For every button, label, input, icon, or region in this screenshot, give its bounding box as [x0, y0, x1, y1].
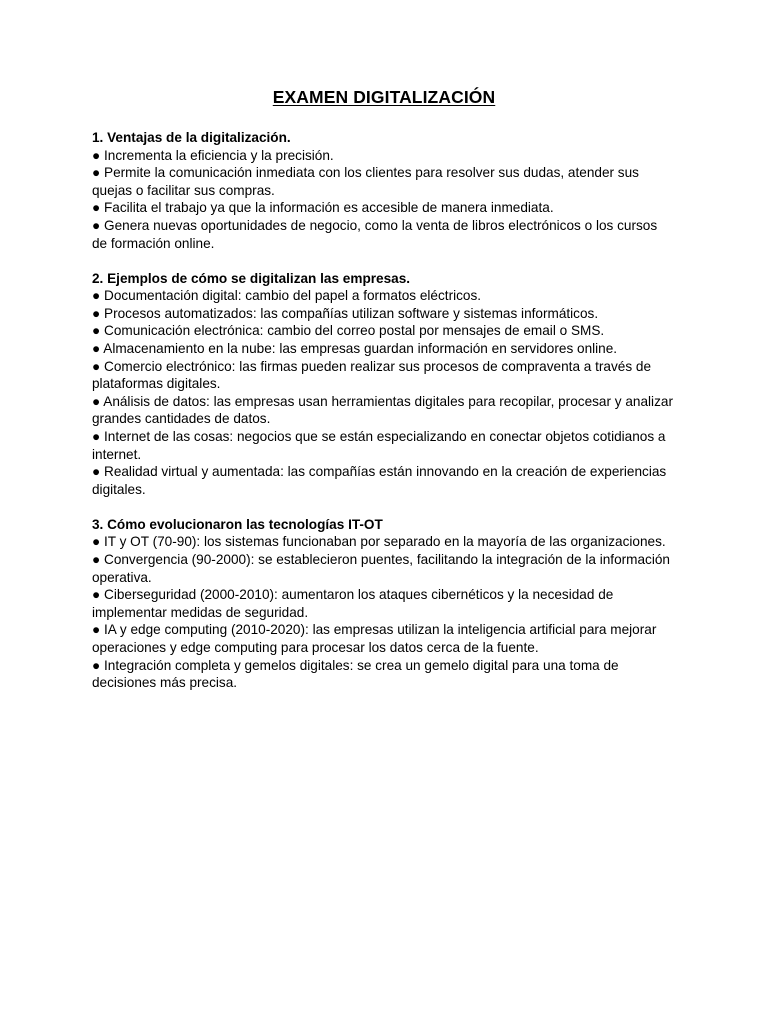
- document-title: EXAMEN DIGITALIZACIÓN: [272, 87, 496, 107]
- bullet-icon: ●: [92, 305, 101, 321]
- list-item-text: Procesos automatizados: las compañías utilizan software y sistemas informáticos.: [104, 305, 599, 321]
- bullet-icon: ●: [92, 429, 101, 444]
- section-heading: 2. Ejemplos de cómo se digitalizan las empresas.: [92, 270, 411, 286]
- bullet-list: [92, 533, 676, 691]
- section-1: [92, 129, 676, 252]
- bullet-icon: ●: [92, 552, 101, 568]
- section-heading: 1. Ventajas de la digitalización.: [92, 130, 291, 145]
- list-item: [92, 428, 676, 463]
- bullet-icon: ●: [92, 323, 101, 339]
- list-item-text: Facilita el trabajo ya que la información es accesible de manera inmediata.: [104, 200, 554, 216]
- list-item-text: Genera nuevas oportunidades de negocio, como la venta de libros electrónicos o los cursos de formación online.: [92, 217, 658, 251]
- bullet-icon: ●: [92, 464, 101, 480]
- list-item-text: Análisis de datos: las empresas usan herramientas digitales para recopilar, procesar y analizar grandes cantidades de datos.: [92, 393, 673, 427]
- bullet-icon: ●: [92, 534, 101, 550]
- list-item-text: Comercio electrónico: las firmas pueden realizar sus procesos de compraventa a través de plataformas digitales.: [92, 358, 652, 392]
- list-item: [92, 199, 676, 217]
- bullet-icon: ●: [92, 147, 101, 163]
- list-item: [92, 463, 676, 498]
- bullet-list: [92, 147, 676, 253]
- list-item: [92, 621, 676, 656]
- list-item: [92, 147, 676, 165]
- list-item-text: IA y edge computing (2010-2020): las empresas utilizan la inteligencia artificial para mejorar operaciones y edge computing para procesar los datos cerca de la fuente.: [92, 622, 657, 656]
- section-heading: 3. Cómo evolucionaron las tecnologías IT-OT: [92, 516, 383, 532]
- list-item-text: Internet de las cosas: negocios que se están especializando en conectar objetos cotidianos a internet.: [92, 429, 666, 462]
- document-body: [92, 129, 676, 692]
- bullet-list: [92, 287, 676, 498]
- list-item-text: Incrementa la eficiencia y la precisión.: [104, 147, 334, 163]
- bullet-icon: ●: [92, 200, 101, 216]
- list-item-text: Ciberseguridad (2000-2010): aumentaron los ataques cibernéticos y la necesidad de implementar medidas de seguridad.: [92, 587, 614, 620]
- list-item: [92, 533, 676, 551]
- list-item-text: Comunicación electrónica: cambio del correo postal por mensajes de email o SMS.: [104, 323, 605, 339]
- list-item: [92, 287, 676, 305]
- list-item: [92, 586, 676, 621]
- list-item: [92, 551, 676, 586]
- bullet-icon: ●: [92, 393, 101, 409]
- section-2: [92, 270, 676, 499]
- list-item-text: IT y OT (70-90): los sistemas funcionaban por separado en la mayoría de las organizaciones.: [104, 534, 666, 550]
- bullet-icon: ●: [92, 587, 101, 603]
- bullet-icon: ●: [92, 165, 101, 181]
- list-item-text: Almacenamiento en la nube: las empresas guardan información en servidores online.: [103, 341, 618, 357]
- list-item: [92, 217, 676, 252]
- list-item: [92, 164, 676, 199]
- list-item-text: Integración completa y gemelos digitales: se crea un gemelo digital para una toma de decisiones más precisa.: [92, 657, 619, 691]
- bullet-icon: ●: [92, 657, 101, 673]
- bullet-icon: ●: [92, 288, 101, 304]
- section-3: [92, 516, 676, 692]
- list-item: [92, 322, 676, 340]
- list-item: [92, 393, 676, 428]
- list-item-text: Permite la comunicación inmediata con los clientes para resolver sus dudas, atender sus quejas o facilitar sus compras.: [92, 165, 639, 198]
- bullet-icon: ●: [92, 341, 101, 357]
- list-item-text: Realidad virtual y aumentada: las compañías están innovando en la creación de experiencias digitales.: [92, 464, 667, 497]
- list-item: [92, 340, 676, 358]
- list-item: [92, 305, 676, 323]
- list-item: [92, 358, 676, 393]
- bullet-icon: ●: [92, 217, 101, 233]
- list-item-text: Convergencia (90-2000): se establecieron puentes, facilitando la integración de la información operativa.: [92, 552, 670, 585]
- bullet-icon: ●: [92, 622, 101, 638]
- list-item: [92, 657, 676, 692]
- list-item-text: Documentación digital: cambio del papel a formatos eléctricos.: [104, 288, 482, 304]
- bullet-icon: ●: [92, 358, 101, 374]
